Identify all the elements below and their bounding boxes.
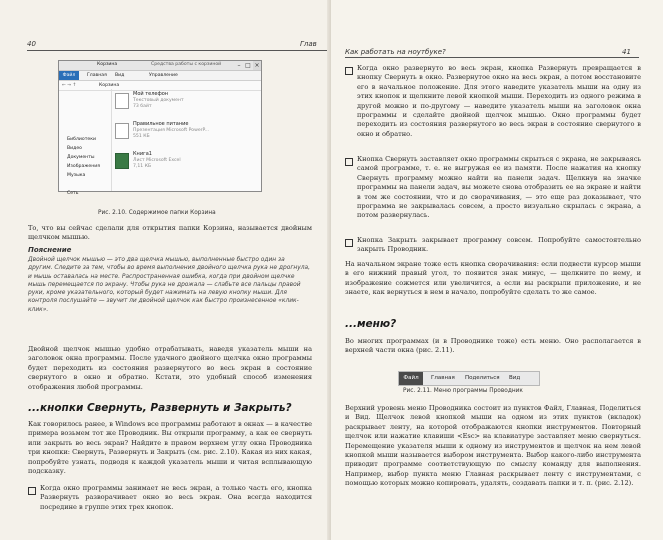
right-page [331,0,663,540]
note-box [28,246,311,338]
checkbox-bullet-icon [28,487,36,495]
back-arrow-icon[interactable]: ← → ↑ [62,83,77,88]
excel-file-icon [115,153,129,169]
menu-figure [398,371,540,386]
menu-tab-view[interactable]: Вид [509,375,521,381]
text-file-icon [115,93,129,109]
contextual-tab-title: Средства работы с корзиной [151,62,222,67]
window-title: Корзина [97,62,118,67]
figure-caption-2-11: Рис. 2.11. Меню программы Проводник [403,388,523,394]
nav-item-video[interactable]: Видео [67,146,82,151]
checkbox-bullet-icon [345,67,353,75]
bullet-paragraph: Когда окно программы занимает не весь экран, а только часть его, кнопка Развернуть разворачивает окно во весь экран. Она всегда находится посредине в группе этих трех кнопок. [40,484,312,511]
section-heading: ...кнопки Свернуть, Развернуть и Закрыть? [28,402,292,414]
right-page-number: 41 [622,48,631,56]
file-item[interactable] [115,151,255,181]
checkbox-bullet-icon [345,239,353,247]
file-type: Текстовый документ [133,98,184,103]
file-size: 7,11 КБ [133,164,152,169]
menu-tab-file[interactable]: Файл [399,372,423,385]
right-head-rule [345,57,639,58]
menu-tab-home[interactable]: Главная [431,375,455,381]
menu-tab-share[interactable]: Поделиться [465,375,500,381]
paragraph: Верхний уровень меню Проводника состоит из пунктов Файл, Главная, Поделиться и Вид. Щелчок левой кнопкой мыши на одном из этих пунктов (вкладок) раскрывает ленту, на которой отображаются кнопки инструментов. Повторный щелчок или нажатие клавиши <Esc> на клавиатуре заставляет меню свернуться. Перемещение указателя мыши к одному из инструментов и щелчок на нем левой кнопкой мыши называется выбором инструмента. Выбор какого-либо инструмента приводит программе соответствующую по смыслу команду для выполнения. Например, выбор пункта меню Главная раскрывает ленту с инструментами, с помощью которых можно копировать, удалять, создавать папки и т. п. (рис. 2.12). [345,404,641,488]
paragraph: На начальном экране тоже есть кнопка сворачивания: если подвести курсор мыши в его нижний правый угол, то появится знак минус, — щелкните по нему, и изображение сожмется или увеличится, а если вы раскрыли приложение, и не знаете, как вернуться в нем в начало, попробуйте сделать то же самое. [345,260,641,297]
navigation-pane [59,89,112,196]
left-running-head: Глав [300,40,317,48]
left-page-number: 40 [27,40,36,48]
paragraph: Двойной щелчок мышью удобно отрабатывать, наведя указатель мыши на заголовок окна программы. После удачного двойного щелчка окно программы будет переходить из состояния развернутого во весь экран в состояние свернутого в окно и обратно. Кстати, это удобный способ изменения отображения любой программы. [28,345,312,391]
paragraph: Во многих программах (и в Проводнике тоже) есть меню. Оно располагается в верхней части окна (рис. 2.11). [345,337,641,355]
ribbon-tab-file[interactable]: Файл [59,71,79,80]
ribbon-tab-view[interactable]: Вид [115,73,125,78]
file-type: Лист Microsoft Excel [133,158,181,163]
file-size: 73 байт [133,104,152,109]
bullet-paragraph: Кнопка Закрыть закрывает программу совсем. Попробуйте самостоятельно закрыть Проводник. [357,236,641,254]
paragraph: То, что вы сейчас сделали для открытия папки Корзина, называется двойным щелчком мышью. [28,224,312,242]
explorer-titlebar [59,61,261,71]
file-name: Книга1 [133,151,152,157]
nav-item-documents[interactable]: Документы [67,155,95,160]
nav-item-music[interactable]: Музыка [67,173,86,178]
checkbox-bullet-icon [345,158,353,166]
maximize-icon[interactable]: □ [245,62,251,69]
left-page [0,0,331,540]
note-title: Пояснение [28,246,72,254]
file-size: 551 КБ [133,134,150,139]
ribbon-tab-home[interactable]: Главная [87,73,107,78]
nav-item-libraries[interactable]: Библиотеки [67,137,96,142]
ribbon-tab-manage[interactable]: Управление [149,73,178,78]
file-item[interactable] [115,121,255,151]
note-body: Двойной щелчок мышью — это два щелчка мышью, выполненные быстро один за другим. Следите за тем, чтобы во время выполнения двойного щелчка рука не дрогнула, и мышь оставалась на месте. Распространенная ошибка, когда при двойном щелчке мышь перемещается по экрану. Чтобы рука не дрожала — слабьте все пальцы правой руки, кроме указательного, который будет нажимать на левую кнопку мыши. Для контроля послушайте — звучит ли двойной щелчок как быстро произнесенное «клик-клик». [28,257,310,313]
address-text: Корзина [99,83,120,88]
bullet-paragraph: Кнопка Свернуть заставляет окно программы скрыться с экрана, не закрываясь самой программе, т. е. не выгружая ее из памяти. После нажатия на кнопку Свернуть программу можно найти на панели задач. Щелкнув на значке программы на панели задач, вы можете снова отобразить ее на экране и найти в том же состоянии, что и до сворачивания, — это еще раз доказывает, что программа не закрывалась совсем, а просто визуально скрылась с экрана, а потом развернулась. [357,155,641,220]
nav-item-images[interactable]: Изображения [67,164,100,169]
file-list [115,91,255,181]
file-name: Мой телефон [133,91,169,97]
nav-item-network[interactable]: Сеть [67,191,79,196]
left-head-rule [27,50,327,51]
close-icon[interactable]: × [254,62,260,69]
minimize-icon[interactable]: – [237,62,241,69]
figure-caption-2-10: Рис. 2.10. Содержимое папки Корзина [98,210,216,216]
presentation-file-icon [115,123,129,139]
explorer-ribbon [59,71,261,81]
explorer-screenshot [58,60,262,196]
file-item[interactable] [115,91,255,121]
paragraph: Как говорилось ранее, в Windows все программы работают в окнах — в качестве примера возьмем тот же Проводник. Вы открыли программу, а как ее свернуть или закрыть во весь экран? Найдите в правом верхнем углу окна Проводника три кнопки: Свернуть, Развернуть и Закрыть (см. рис. 2.10). Какая из них какая, попробуйте узнать, подводя к каждой указатель мыши и читая всплывающую подсказку. [28,420,312,476]
right-running-head: Как работать на ноутбуке? [345,48,446,56]
nav-spacer [59,180,111,189]
bullet-paragraph: Когда окно развернуто во весь экран, кнопка Развернуть превращается в кнопку Свернуть в окно. Развернутое окно на весь экран, а потом восстановите его в начальное положение. Для этого наведите указатель мыши на одну из этих кнопок и щелкните левой кнопкой мыши. Переходить из одного режима в другой можно и по-другому — наведите указатель мыши на заголовок окна программы и сделайте двойной щелчок мышью. Окно программы будет переходить из состояния развернутого во весь экран в состояние свернутого в окно и обратно. [357,64,641,138]
file-name: Правильное питание [133,121,189,127]
section-heading: ...меню? [345,318,397,330]
file-type: Презентация Microsoft PowerP... [133,128,209,133]
